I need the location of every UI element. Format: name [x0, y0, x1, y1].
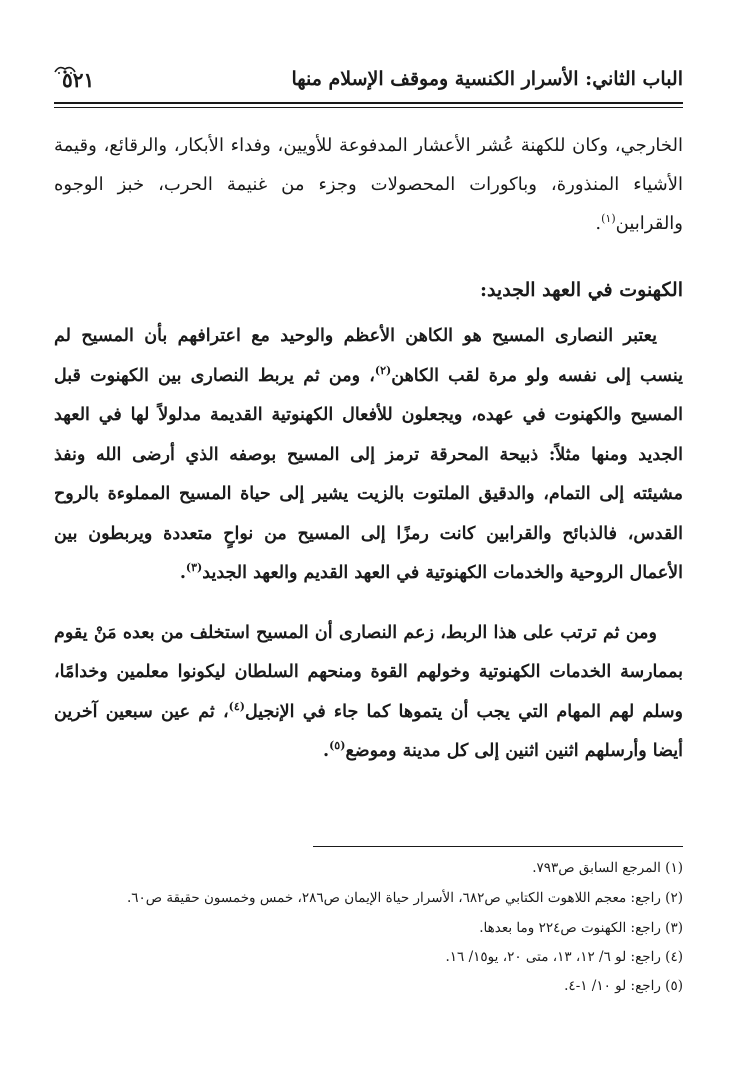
paragraph: ومن ثم ترتب على هذا الربط، زعم النصارى أن المسيح استخلف من بعده مَنْ يقوم بممارسة الخدمات الكهنوتية وخولهم القوة ومنحهم السلطان ليكونوا معلمين وخدامًا، وسلم لهم المهام التي يجب أن يتموها كما جاء في الإنجيل$^{(٤)}$، ثم عين سبعين آخرين أيضا وأرسلهم اثنين اثنين إلى كل مدينة وموضع$^{(٥)}$.	[54, 622, 683, 761]
page-number: ٥٢١	[62, 68, 95, 92]
header-rule-thin	[54, 107, 683, 108]
footnote-separator	[313, 846, 683, 847]
section-heading: الكهنوت في العهد الجديد:	[479, 279, 683, 301]
footnote: (٤) راجع: لو ٦/ ١٢، ١٣، متى ٢٠، يو١٥/ ١٦.	[445, 949, 683, 965]
footnote: (٥) راجع: لو ١٠/ ١-٤.	[564, 978, 683, 994]
footnote-marker: (٢)	[374, 363, 392, 377]
footnote: (١) المرجع السابق ص٧٩٣.	[532, 860, 683, 876]
footnote-marker: (٥)	[329, 739, 346, 753]
body-text	[54, 126, 683, 772]
header-rule	[54, 102, 683, 104]
running-header	[54, 58, 683, 104]
chapter-title: الباب الثاني: الأسرار الكنسية وموقف الإسلام منها	[291, 68, 683, 90]
footnote-marker: (٣)	[185, 561, 203, 575]
footnote-marker: (١)	[601, 212, 616, 225]
footnote: (٢) راجع: معجم اللاهوت الكتابي ص٦٨٢، الأسرار حياة الإيمان ص٢٨٦، خمس وخمسون حقيقة ص٦٠.	[126, 890, 683, 906]
footnotes	[54, 854, 683, 1001]
footnote-marker: (٤)	[228, 699, 245, 713]
paragraph: الخارجي، وكان للكهنة عُشر الأعشار المدفوعة للأويين، وفداء الأبكار، والرقائع، وقيمة الأشياء المنذورة، وباكورات المحصولات وجزء من غنيمة الحرب، خبز الوجوه والقرابين$^{(١)}$.	[54, 135, 683, 234]
footnote: (٣) راجع: الكهنوت ص٢٢٤ وما بعدها.	[479, 920, 683, 936]
paragraph: يعتبر النصارى المسيح هو الكاهن الأعظم والوحيد مع اعترافهم بأن المسيح لم ينسب إلى نفسه ولو مرة لقب الكاهن$^{(٢)}$، ومن ثم يربط النصارى بين الكهنوت قبل المسيح والكهنوت في عهده، ويجعلون للأفعال الكهنوتية القديمة مدلولاً لها في العهد الجديد ومنها مثلاً: ذبيحة المحرقة ترمز إلى المسيح بوصفه الذي أرضى الله ونفذ مشيئته إلى التمام، والدقيق الملتوت بالزيت يشير إلى حياة المسيح المملوءة بالروح القدس، فالذبائح والقرابين كانت رمزًا إلى المسيح من نواحٍ متعددة ويربطون بين الأعمال الروحية والخدمات الكهنوتية في العهد القديم والعهد الجديد$^{(٣)}$.	[54, 326, 683, 583]
